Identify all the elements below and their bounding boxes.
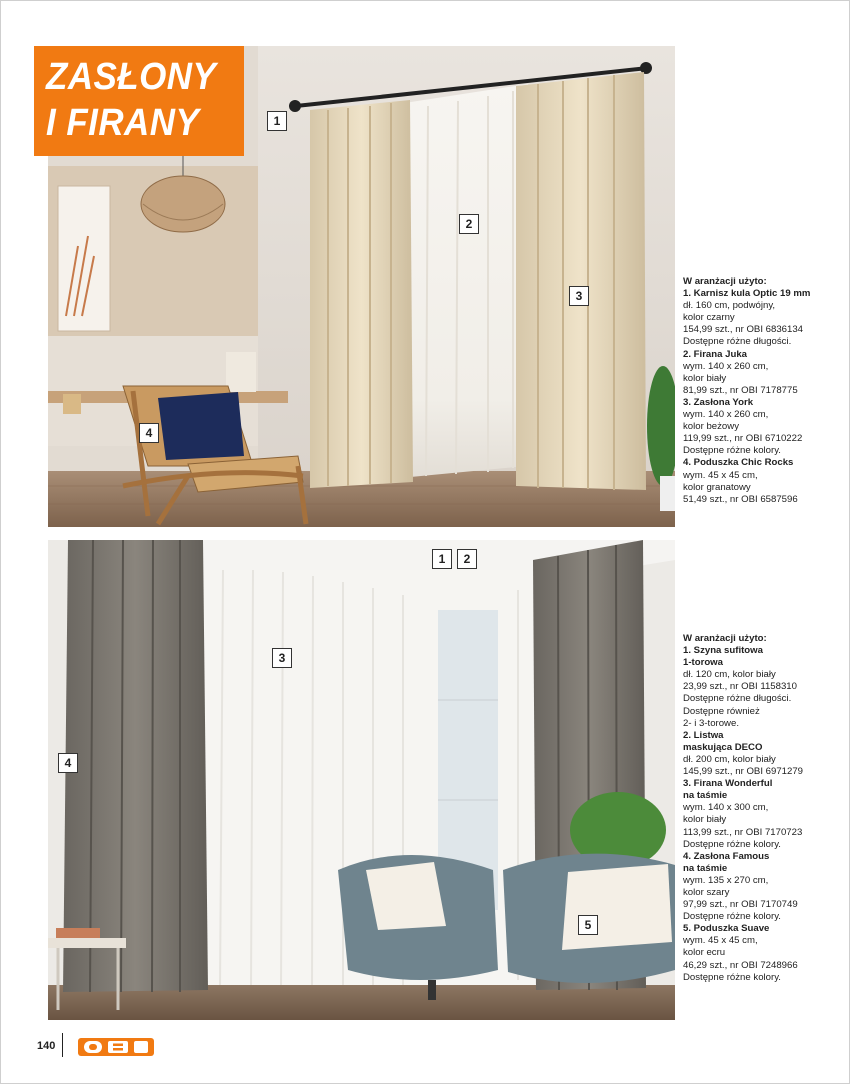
- bottom-arrangement-line: 2. Listwa: [683, 729, 724, 741]
- bottom-arrangement-line: kolor ecru: [683, 947, 726, 959]
- top-arrangement-line: dł. 160 cm, podwójny,: [683, 300, 776, 312]
- footer-divider: [62, 1033, 63, 1057]
- section-title-line-1: ZASŁONY: [46, 56, 217, 98]
- bottom-arrangement-line: dł. 120 cm, kolor biały: [683, 669, 776, 681]
- top-arrangement-line: Dostępne różne kolory.: [683, 445, 781, 457]
- bottom-arrangement-line: W aranżacji użyto:: [683, 633, 767, 644]
- top-arrangement-line: W aranżacji użyto:: [683, 276, 767, 287]
- bottom-arrangement-line: Dostępne różne kolory.: [683, 911, 781, 923]
- top-marker-1: 1: [267, 111, 287, 131]
- top-arrangement-line: wym. 140 x 260 cm,: [683, 360, 769, 372]
- bottom-marker-1: 1: [432, 549, 452, 569]
- bottom-marker-4: 4: [58, 753, 78, 773]
- page-number: 140: [37, 1040, 56, 1052]
- bottom-arrangement-line: kolor biały: [683, 814, 727, 826]
- bottom-arrangement-line: Dostępne również: [683, 705, 760, 717]
- living-room-grey-curtains-photo: [48, 540, 675, 1020]
- bottom-arrangement-line: 46,29 szt., nr OBI 7248966: [683, 959, 798, 971]
- bottom-arrangement-line: na taśmie: [683, 862, 728, 874]
- bottom-arrangement-line: wym. 135 x 270 cm,: [683, 874, 769, 886]
- section-title-block: [34, 46, 244, 156]
- bottom-arrangement-line: 3. Firana Wonderful: [683, 778, 773, 790]
- bottom-arrangement-line: 23,99 szt., nr OBI 1158310: [683, 681, 797, 693]
- bottom-arrangement-line: 145,99 szt., nr OBI 6971279: [683, 766, 804, 778]
- bottom-arrangement-line: wym. 45 x 45 cm,: [683, 935, 758, 947]
- top-arrangement-product-list: [683, 276, 843, 506]
- top-arrangement-line: 119,99 szt., nr OBI 6710222: [683, 433, 803, 445]
- bottom-arrangement-line: 5. Poduszka Suave: [683, 923, 770, 935]
- top-marker-4: 4: [139, 423, 159, 443]
- section-title-line-2: I FIRANY: [46, 102, 200, 144]
- top-arrangement-line: Dostępne różne długości.: [683, 336, 792, 348]
- bottom-arrangement-line: 2- i 3-torowe.: [683, 717, 739, 729]
- top-arrangement-line: 4. Poduszka Chic Rocks: [683, 457, 794, 469]
- bottom-arrangement-line: Dostępne różne kolory.: [683, 971, 781, 983]
- top-arrangement-line: 154,99 szt., nr OBI 6836134: [683, 324, 804, 336]
- bottom-marker-3: 3: [272, 648, 292, 668]
- top-arrangement-line: 2. Firana Juka: [683, 348, 747, 360]
- top-marker-2: 2: [459, 214, 479, 234]
- bottom-marker-2: 2: [457, 549, 477, 569]
- bottom-arrangement-line: 1-torowa: [683, 657, 723, 669]
- bottom-arrangement-line: dł. 200 cm, kolor biały: [683, 753, 776, 765]
- top-marker-3: 3: [569, 286, 589, 306]
- bottom-arrangement-line: na taśmie: [683, 790, 728, 802]
- top-arrangement-line: kolor czarny: [683, 312, 735, 324]
- top-arrangement-line: 51,49 szt., nr OBI 6587596: [683, 493, 798, 505]
- bottom-arrangement-line: wym. 140 x 300 cm,: [683, 802, 769, 814]
- bottom-arrangement-line: 97,99 szt., nr OBI 7170749: [683, 899, 798, 911]
- bottom-arrangement-line: Dostępne różne kolory.: [683, 838, 781, 850]
- bottom-arrangement-line: 1. Szyna sufitowa: [683, 645, 763, 657]
- top-arrangement-line: 1. Karnisz kula Optic 19 mm: [683, 288, 811, 300]
- top-arrangement-line: 81,99 szt., nr OBI 7178775: [683, 384, 798, 396]
- top-arrangement-line: kolor biały: [683, 372, 727, 384]
- bottom-marker-5: 5: [578, 915, 598, 935]
- bottom-arrangement-line: 4. Zasłona Famous: [683, 850, 770, 862]
- bottom-arrangement-line: Dostępne różne długości.: [683, 693, 792, 705]
- bottom-arrangement-product-list: [683, 633, 843, 984]
- top-arrangement-line: 3. Zasłona York: [683, 396, 754, 408]
- bottom-arrangement-line: 113,99 szt., nr OBI 7170723: [683, 826, 803, 838]
- bottom-arrangement-line: maskująca DECO: [683, 741, 763, 753]
- bottom-arrangement-line: kolor szary: [683, 886, 730, 898]
- top-arrangement-line: wym. 140 x 260 cm,: [683, 409, 769, 421]
- top-arrangement-line: kolor granatowy: [683, 481, 751, 493]
- top-arrangement-line: wym. 45 x 45 cm,: [683, 469, 758, 481]
- obi-logo: [78, 1038, 154, 1056]
- top-arrangement-line: kolor beżowy: [683, 421, 739, 433]
